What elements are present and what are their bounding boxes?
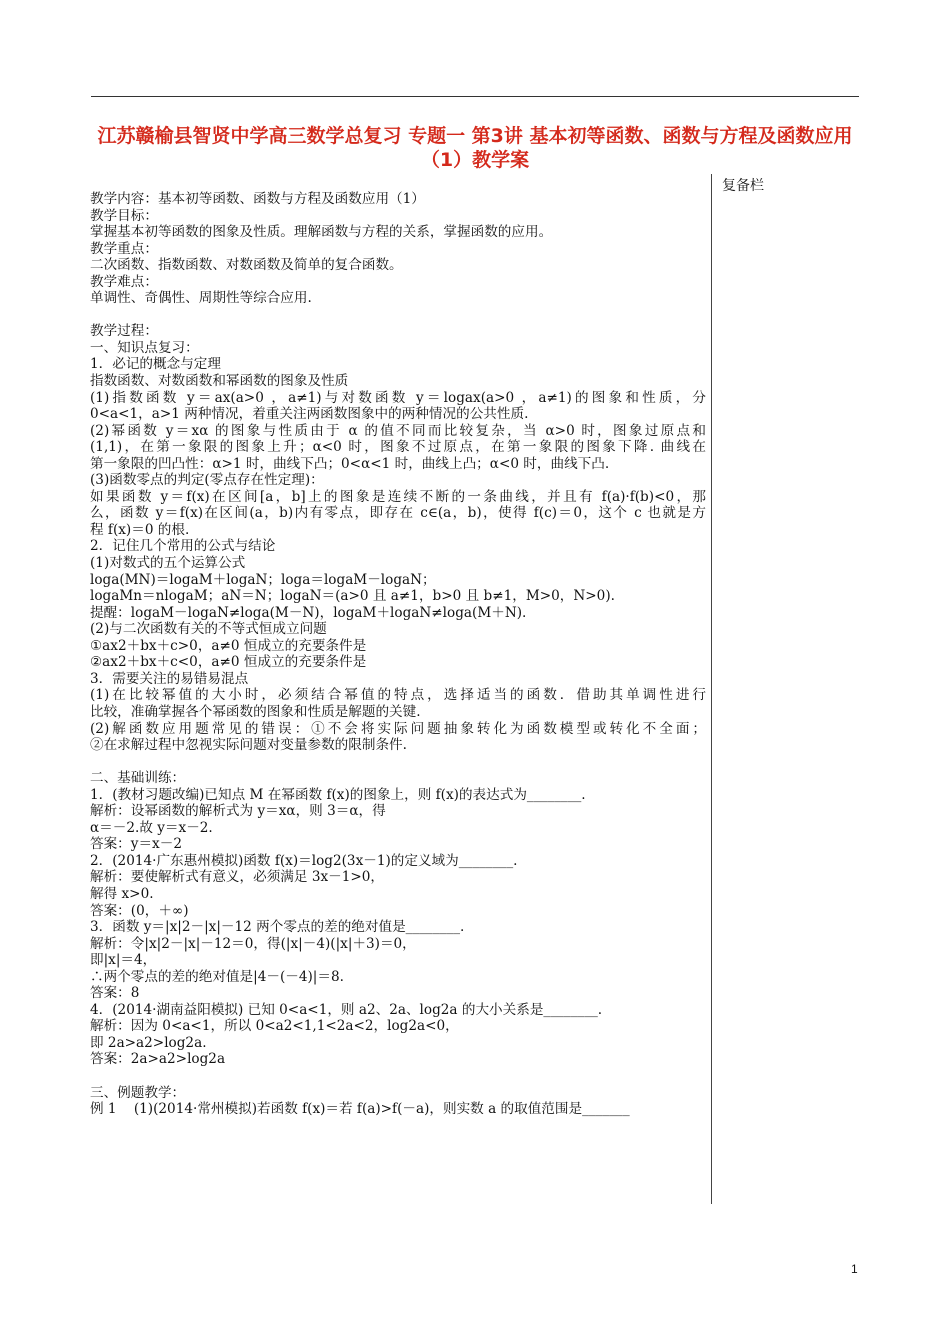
body-line: α＝－2.故 y＝x－2.	[90, 819, 213, 836]
body-line: 2．(2014·广东惠州模拟)函数 f(x)＝log2(3x－1)的定义域为________.	[90, 852, 518, 869]
body-line: 单调性、奇偶性、周期性等综合应用.	[90, 290, 312, 307]
blank-line	[90, 754, 706, 771]
body-line: (1)对数式的五个运算公式	[90, 555, 246, 572]
body-line: ∴两个零点的差的绝对值是|4－(－4)|＝8.	[90, 968, 344, 985]
body-line: 么，函数 y＝f(x)在区间(a，b)内有零点，即存在 c∈(a，b)，使得 f(c)＝0，这个 c 也就是方	[90, 505, 706, 522]
body-line: (1)在比较幂值的大小时，必须结合幂值的特点，选择适当的函数．借助其单调性进行	[90, 687, 706, 704]
body-line: ②ax2＋bx＋c<0，a≠0 恒成立的充要条件是	[90, 654, 367, 671]
blank-line	[90, 307, 706, 324]
body-line: 答案：(0，＋∞)	[90, 902, 189, 919]
body-line: 解析：要使解析式有意义，必须满足 3x－1>0，	[90, 869, 385, 886]
column-divider	[711, 174, 712, 1204]
header-rule	[91, 96, 859, 97]
body-line: 3．函数 y＝|x|2－|x|－12 两个零点的差的绝对值是________.	[90, 919, 465, 936]
body-line: 二、基础训练：	[90, 770, 186, 787]
body-line: 解得 x>0.	[90, 885, 154, 902]
body-line: 提醒：logaM－logaN≠loga(M－N)，logaM＋logaN≠loga(M＋N).	[90, 604, 527, 621]
body-line: 2．记住几个常用的公式与结论	[90, 538, 276, 555]
body-line: 例 1 (1)(2014·常州模拟)若函数 f(x)＝若 f(a)>f(－a)，则实数 a 的取值范围是_______	[90, 1101, 630, 1118]
body-line: 解析：因为 0<a<1，所以 0<a2<1,1<2a<2，log2a<0，	[90, 1018, 459, 1035]
body-line: (1,1)，在第一象限的图象上升；α<0 时，图象不过原点，在第一象限的图象下降. 曲线在	[90, 439, 706, 456]
body-line: 二次函数、指数函数、对数函数及简单的复合函数。	[90, 257, 403, 274]
body-line: (1)指数函数 y＝ax(a>0 ，a≠1)与对数函数 y＝logax(a>0 ，a≠1)的图象和性质，分	[90, 389, 706, 406]
body-line: 答案：2a>a2>log2a	[90, 1051, 226, 1068]
body-line: 解析：令|x|2－|x|－12＝0，得(|x|－4)(|x|＋3)＝0，	[90, 935, 416, 952]
body-line: 如果函数 y＝f(x)在区间[a，b]上的图象是连续不断的一条曲线，并且有 f(a)·f(b)<0，那	[90, 488, 706, 505]
body-line: 1．必记的概念与定理	[90, 356, 221, 373]
body-line: 解析：设幂函数的解析式为 y＝xα，则 3＝α，得	[90, 803, 386, 820]
body-line: 教学内容：基本初等函数、函数与方程及函数应用（1）	[90, 191, 425, 207]
body-line: ①ax2＋bx＋c>0，a≠0 恒成立的充要条件是	[90, 637, 367, 654]
body-line: (3)函数零点的判定(零点存在性定理)：	[90, 472, 324, 489]
body-line: 三、例题教学：	[90, 1084, 186, 1101]
body-line: 即 2a>a2>log2a.	[90, 1034, 207, 1051]
body-line: 3．需要关注的易错易混点	[90, 670, 249, 687]
side-column-label: 复备栏	[722, 178, 764, 194]
body-line: (2)幂函数 y＝xα 的图象与性质由于 α 的值不同而比较复杂，当 α>0 时，图象过原点和	[90, 422, 706, 439]
body-line: 教学重点：	[90, 240, 158, 257]
body-line: ②在求解过程中忽视实际问题对变量参数的限制条件.	[90, 737, 407, 754]
body-line: 教学难点：	[90, 273, 158, 290]
body-line: (2)解函数应用题常见的错误：①不会将实际问题抽象转化为函数模型或转化不全面；	[90, 720, 706, 737]
body-line: 1．(教材习题改编)已知点 M 在幂函数 f(x)的图象上，则 f(x)的表达式为________.	[90, 786, 586, 803]
page-number: 1	[851, 1262, 858, 1276]
body-line: 掌握基本初等函数的图象及性质。理解函数与方程的关系，掌握函数的应用。	[90, 224, 553, 241]
lesson-body	[90, 191, 706, 1118]
body-line: 教学目标：	[90, 207, 158, 224]
body-line: 答案：8	[90, 985, 140, 1002]
body-line: 程 f(x)＝0 的根.	[90, 521, 190, 538]
document-title: 江苏赣榆县智贤中学高三数学总复习 专题一 第3讲 基本初等函数、函数与方程及函数应用（1）教学案	[97, 125, 853, 171]
body-line: 指数函数、对数函数和幂函数的图象及性质	[90, 373, 349, 390]
body-line: 第一象限的凹凸性：α>1 时，曲线下凸；0<α<1 时，曲线上凸；α<0 时，曲线下凸.	[90, 455, 610, 472]
body-line: 比较，准确掌握各个幂函数的图象和性质是解题的关键.	[90, 703, 421, 720]
body-line: 4．(2014·湖南益阳模拟) 已知 0<a<1，则 a2、2a、log2a 的大小关系是________.	[90, 1001, 603, 1018]
body-line: 0<a<1，a>1 两种情况，着重关注两函数图象中的两种情况的公共性质.	[90, 406, 529, 423]
body-line: 一、知识点复习：	[90, 339, 199, 356]
body-line: (2)与二次函数有关的不等式恒成立问题	[90, 621, 327, 638]
body-line: 教学过程：	[90, 323, 158, 340]
body-line: logaMn＝nlogaM；aN＝N；logaN＝(a>0 且 a≠1，b>0 且 b≠1，M>0，N>0).	[90, 588, 615, 605]
body-line: 答案：y＝x－2	[90, 836, 182, 853]
body-line: loga(MN)＝logaM＋logaN；loga＝logaM－logaN；	[90, 571, 436, 588]
body-line: 即|x|＝4，	[90, 952, 157, 969]
blank-line	[90, 1068, 706, 1085]
